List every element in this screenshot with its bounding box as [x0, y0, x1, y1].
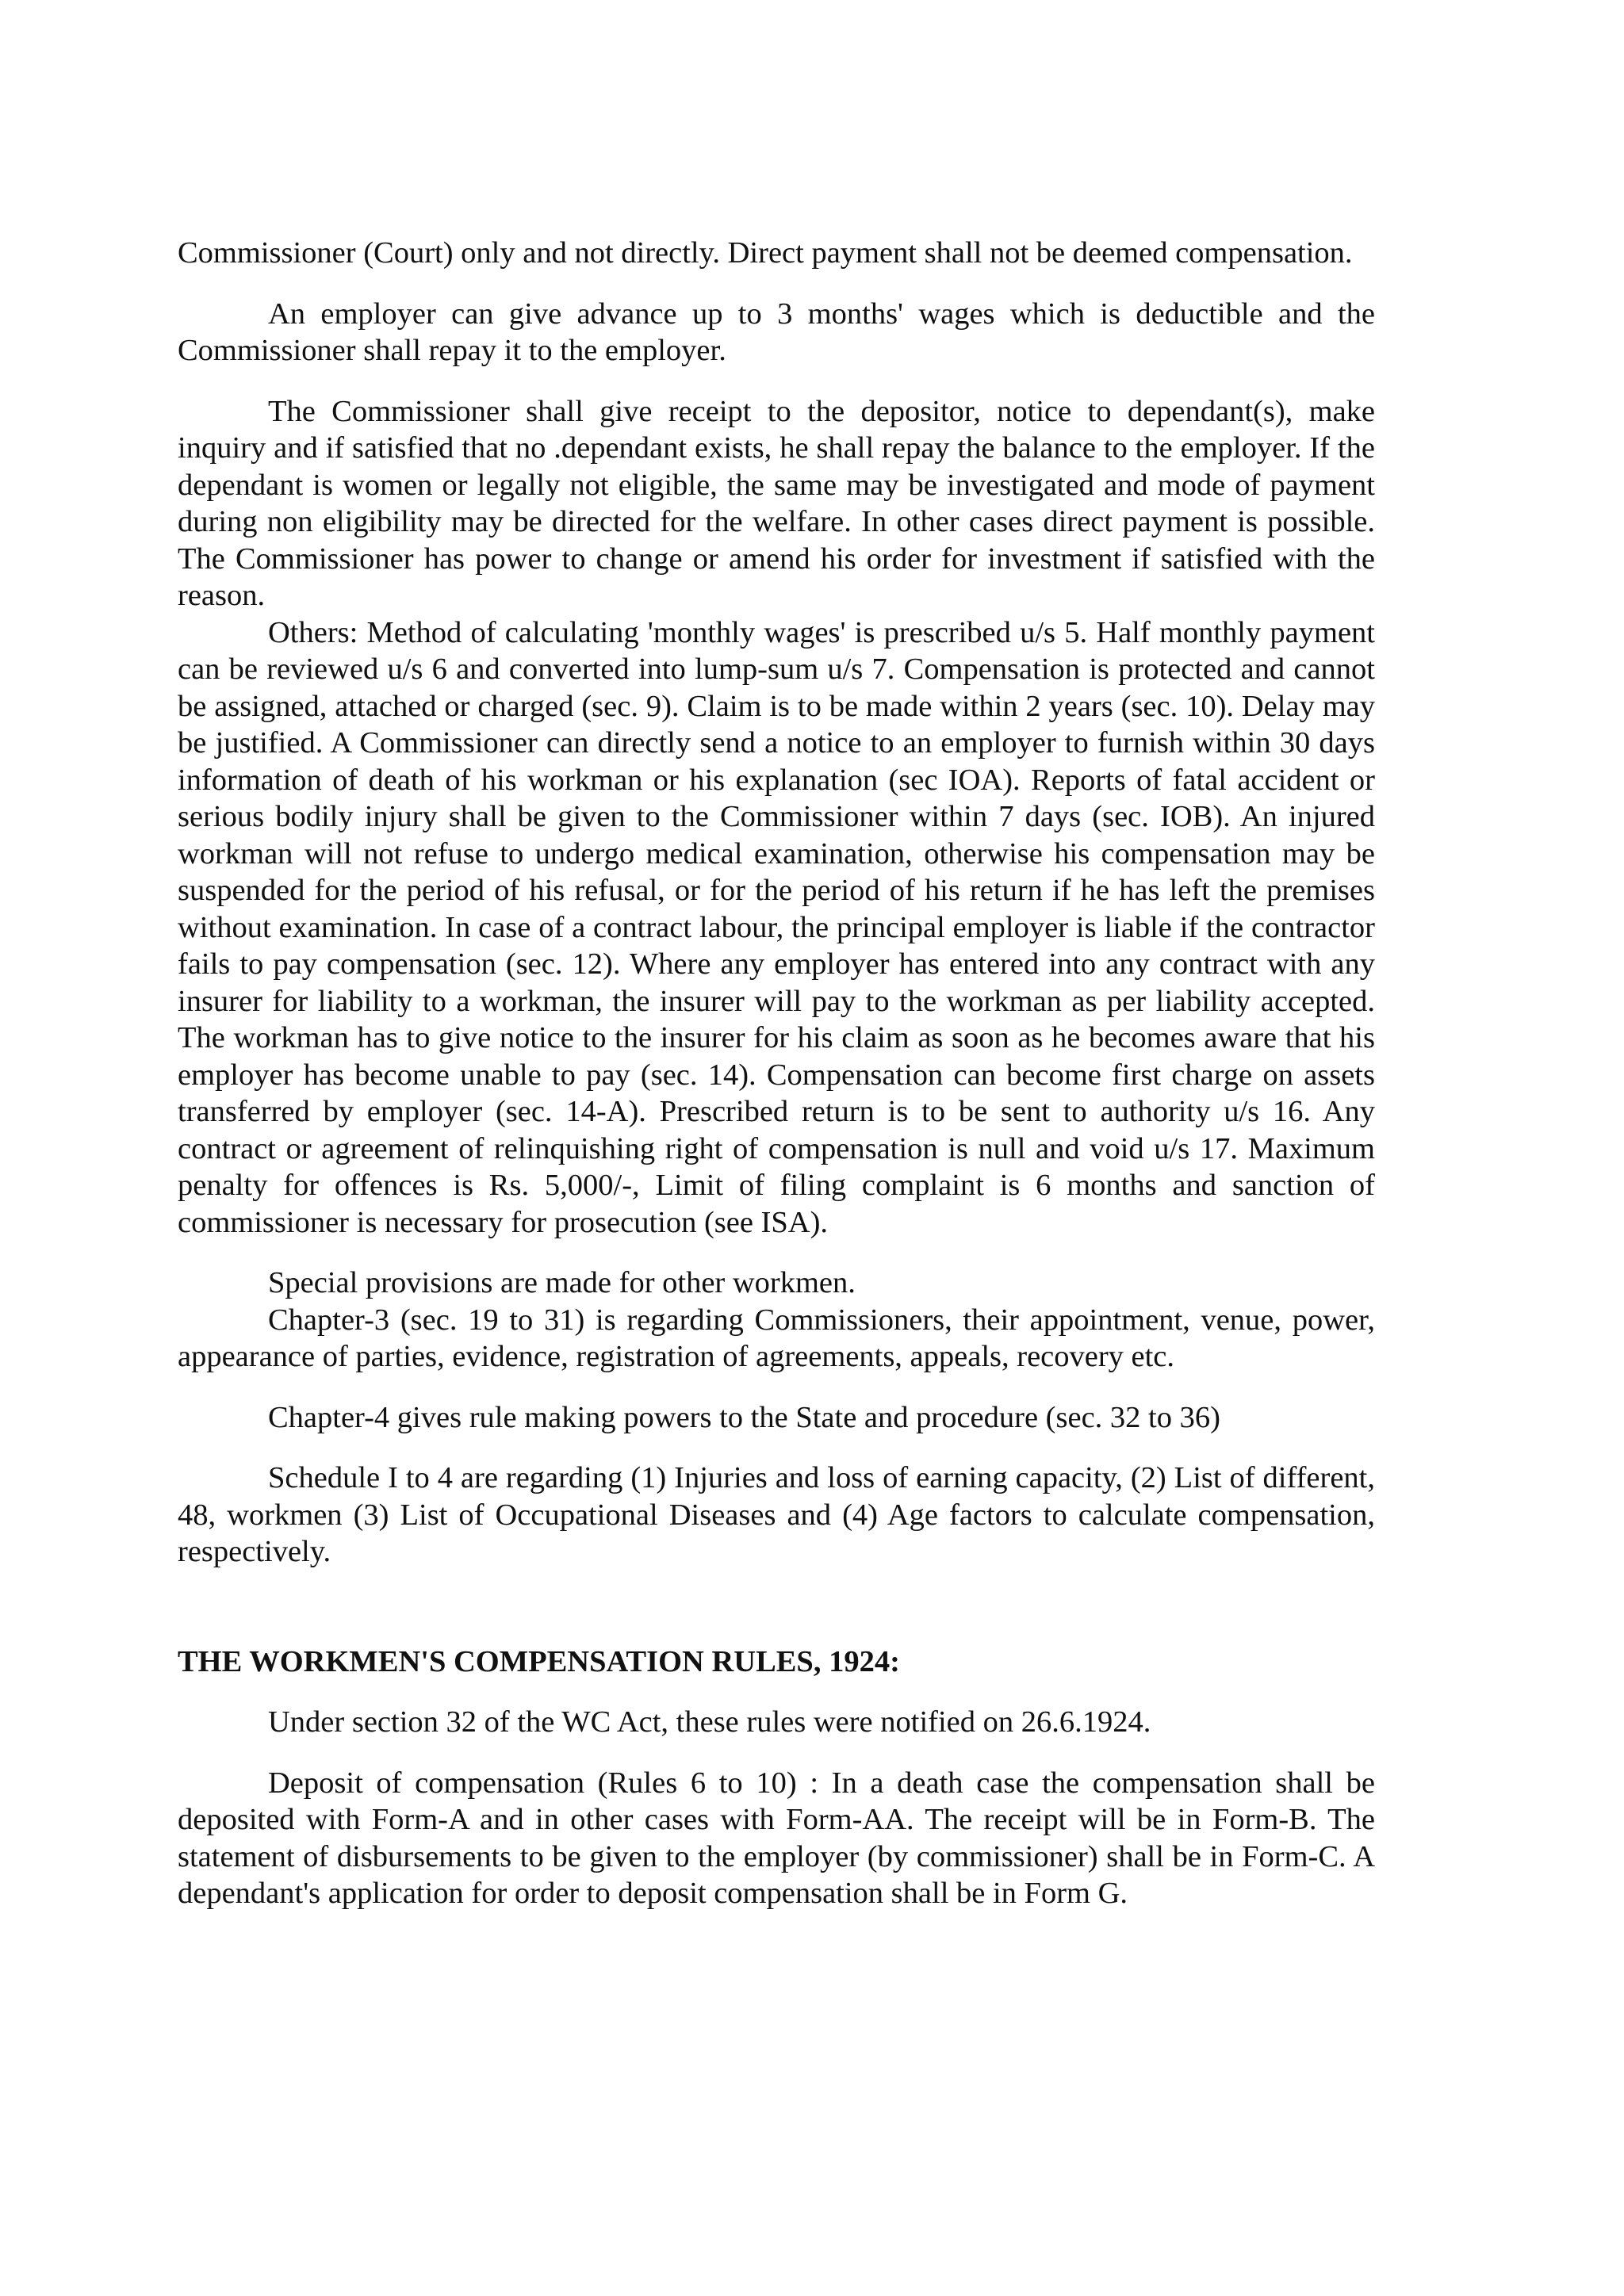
paragraph-direct-payment: Commissioner (Court) only and not directly. Direct payment shall not be deemed compensation. — [178, 236, 1353, 270]
section-heading: THE WORKMEN'S COMPENSATION RULES, 1924: — [178, 1644, 900, 1678]
paragraph-commissioner-receipt: The Commissioner shall give receipt to the depositor, notice to dependant(s), make inquiry and if satisfied that no .dependant exists, he shall repay the balance to the employer. If the dependant is women or legally not eligible, the same may be investigated and mode of payment during non eligibility may be directed for the welfare. In other cases direct payment is possible. The Commissioner has power to change or amend his order for investment if satisfied with the reason. — [178, 394, 1375, 612]
paragraph-special-provisions: Special provisions are made for other workmen. — [268, 1266, 856, 1299]
paragraph-schedules: Schedule I to 4 are regarding (1) Injuries and loss of earning capacity, (2) List of different, 48, workmen (3) List of Occupational Diseases and (4) Age factors to calculate compensation, respectively. — [178, 1461, 1375, 1568]
paragraph-rules-notified: Under section 32 of the WC Act, these rules were notified on 26.6.1924. — [268, 1705, 1151, 1739]
paragraph-chapter-3: Chapter-3 (sec. 19 to 31) is regarding Commissioners, their appointment, venue, power, appearance of parties, evidence, registration of agreements, appeals, recovery etc. — [178, 1303, 1375, 1373]
paragraph-chapter-4: Chapter-4 gives rule making powers to the State and procedure (sec. 32 to 36) — [268, 1400, 1220, 1434]
paragraph-advance-wages: An employer can give advance up to 3 months' wages which is deductible and the Commissioner shall repay it to the employer. — [178, 297, 1375, 367]
paragraph-deposit-of-compensation: Deposit of compensation (Rules 6 to 10) : In a death case the compensation shall be deposited with Form-A and in other cases with Form-AA. The receipt will be in Form-B. The statement of disbursements to be given to the employer (by commissioner) shall be in Form-C. A dependant's application for order to deposit compensation shall be in Form G. — [178, 1766, 1375, 1910]
paragraph-others: Others: Method of calculating 'monthly wages' is prescribed u/s 5. Half monthly payment can be reviewed u/s 6 and converted into lump-sum u/s 7. Compensation is protected and cannot be assigned, attached or charged (sec. 9). Claim is to be made within 2 years (sec. 10). Delay may be justified. A Commissioner can directly send a notice to an employer to furnish within 30 days information of death of his workman or his explanation (sec IOA). Reports of fatal accident or serious bodily injury shall be given to the Commissioner within 7 days (sec. IOB). An injured workman will not refuse to undergo medical examination, otherwise his compensation may be suspended for the period of his refusal, or for the period of his return if he has left the premises without examination. In case of a contract labour, the principal employer is liable if the contractor fails to pay compensation (sec. 12). Where any employer has entered into any contract with any insurer for liability to a workman, the insurer will pay to the workman as per liability accepted. The workman has to give notice to the insurer for his claim as soon as he becomes aware that his employer has become unable to pay (sec. 14). Compensation can become first charge on assets transferred by employer (sec. 14-A). Prescribed return is to be sent to authority u/s 16. Any contract or agreement of relinquishing right of compensation is null and void u/s 17. Maximum penalty for offences is Rs. 5,000/-, Limit of filing complaint is 6 months and sanction of commissioner is necessary for prosecution (see ISA). — [178, 615, 1375, 1239]
document-page — [178, 235, 1375, 1912]
